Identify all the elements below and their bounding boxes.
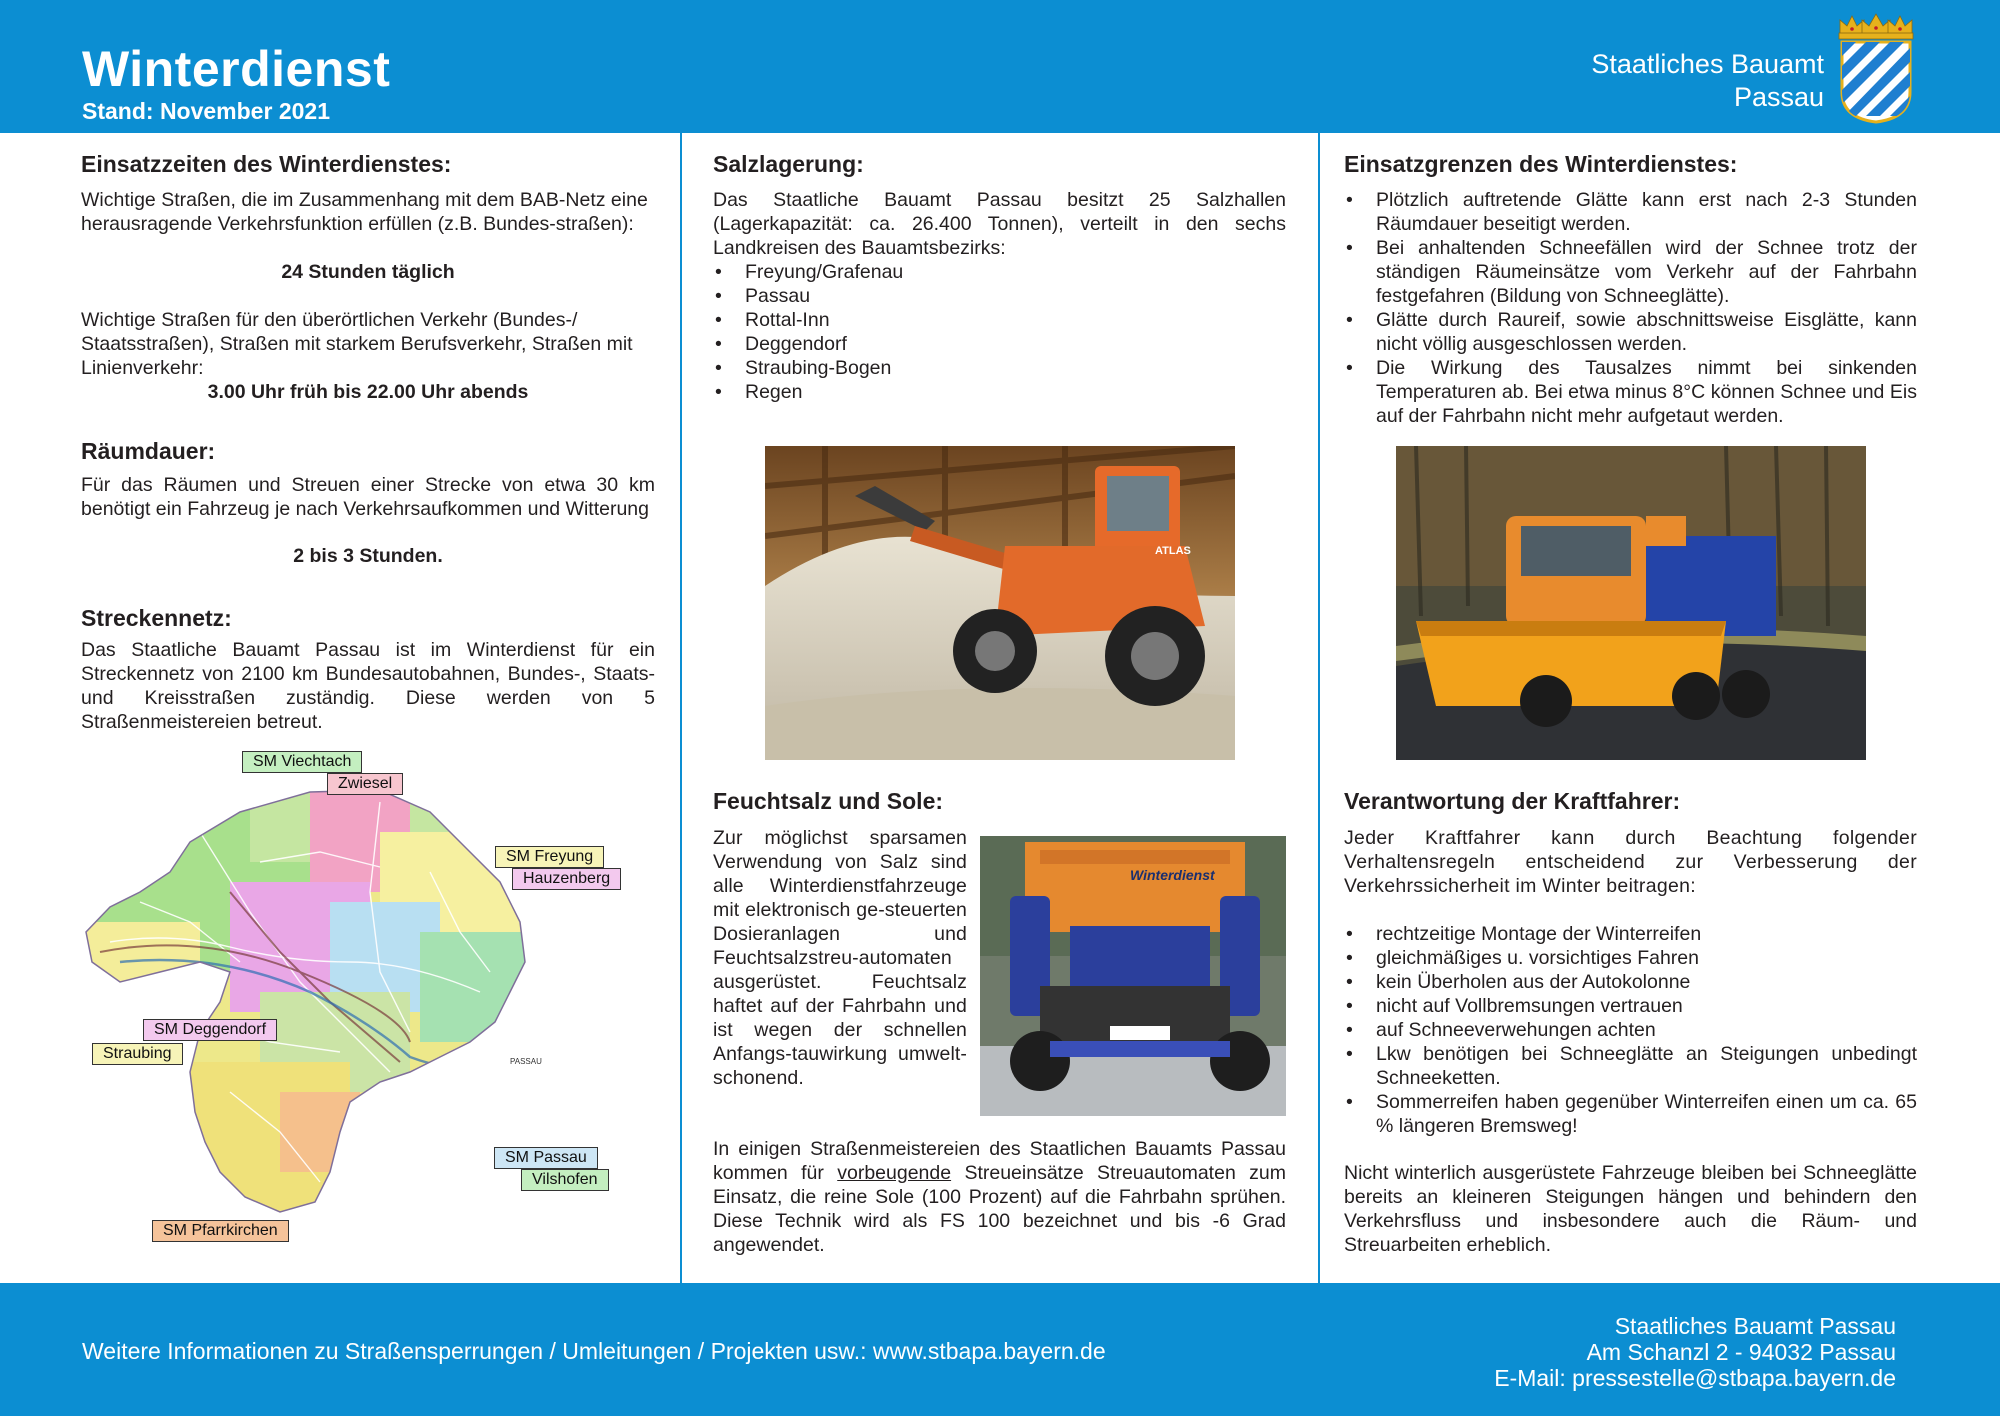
verantwortung-closing: Nicht winterlich ausgerüstete Fahrzeuge bleiben bei Schneeglätte bereits an kleineren Steigungen hängen und behindern den Verkehrsfluss und insbesondere auch die Räum- und Streuarbeiten erheblich. [1344, 1162, 1917, 1256]
footer-info-link[interactable]: Weitere Informationen zu Straßensperrungen / Umleitungen / Projekten usw.: www.stbapa.bayern.de [82, 1338, 1106, 1364]
sole-text-part-2: Streueinsätze Streuautomaten zum Einsatz, die reine Sole (100 Prozent) auf die Fahrbahn sprühen. Diese Technik wird als FS 100 bezeichnet und bis -6 Grad angewendet. [713, 1162, 1286, 1256]
list-item: • kein Überholen aus der Autokolonne [1344, 970, 1917, 994]
truck-sign-label: Winterdienst [1130, 867, 1215, 883]
header-bar [0, 0, 2000, 133]
list-item: • auf Schneeverwehungen achten [1344, 1018, 1917, 1042]
list-item: • Plötzlich auftretende Glätte kann erst nach 2-3 Stunden Räumdauer beseitigt werden. [1344, 188, 1917, 236]
page-title: Winterdienst [82, 41, 391, 97]
spreader-truck-photo [980, 836, 1286, 1116]
map-label-sm-passau: SM Passau [494, 1147, 598, 1169]
list-item: • Straubing-Bogen [713, 356, 1286, 380]
einsatzzeiten-heading: Einsatzzeiten des Winterdienstes: [81, 151, 452, 177]
salt-hall-photo [765, 446, 1235, 760]
feuchtsalz-heading: Feuchtsalz und Sole: [713, 788, 944, 814]
map-label-sm-deggendorf: SM Deggendorf [143, 1019, 277, 1041]
verantwortung-list [1344, 922, 1917, 1138]
raeumdauer-text: Für das Räumen und Streuen einer Strecke von etwa 30 km benötigt ein Fahrzeug je nach Verkehrsaufkommen und Witterung [81, 474, 655, 520]
list-item: • Die Wirkung des Tausalzes nimmt bei sinkenden Temperaturen ab. Bei etwa minus 8°C können Schnee und Eis auf der Fahrbahn nicht mehr aufgetaut werden. [1344, 356, 1917, 428]
footer-bar [0, 1283, 2000, 1416]
salzlagerung-list [713, 260, 1286, 404]
list-item: • rechtzeitige Montage der Winterreifen [1344, 922, 1917, 946]
list-item: • Regen [713, 380, 1286, 404]
column-divider [1318, 133, 1320, 1283]
streckennetz-text: Das Staatliche Bauamt Passau ist im Winterdienst für ein Streckennetz von 2100 km Bundesautobahnen, Bundes-, Staats- und Kreisstraßen zuständig. Diese werden von 5 Straßenmeistereien betreut. [81, 639, 655, 733]
map-label-sm-viechtach: SM Viechtach [242, 751, 362, 773]
list-item: • nicht auf Vollbremsungen vertrauen [1344, 994, 1917, 1018]
einsatzzeiten-text-2: Wichtige Straßen für den überörtlichen Verkehr (Bundes-/ Staatsstraßen), Straßen mit starkem Berufsverkehr, Straßen mit Linienverkehr: [81, 309, 633, 379]
list-item: • Sommerreifen haben gegenüber Winterreifen einen um ca. 65 % längeren Bremsweg! [1344, 1090, 1917, 1138]
einsatzzeiten-hours-2: 3.00 Uhr früh bis 22.00 Uhr abends [207, 381, 529, 403]
column-divider [680, 133, 682, 1283]
list-item: • Rottal-Inn [713, 308, 1286, 332]
map-label-vilshofen: Vilshofen [521, 1169, 609, 1191]
list-item: • Bei anhaltenden Schneefällen wird der Schnee trotz der ständigen Räumeinsätze vom Verkehr auf der Fahrbahn festgefahren (Bildung von Schneeglätte). [1344, 236, 1917, 308]
bavarian-crest-icon [1836, 12, 1916, 124]
sole-text-emphasis: vorbeugende [837, 1162, 952, 1184]
map-label-hauzenberg: Hauzenberg [512, 868, 621, 890]
feuchtsalz-text: Zur möglichst sparsamen Verwendung von Salz sind alle Winterdienstfahrzeuge mit elektronisch ge-steuerten Dosieranlagen und Feuchtsalzstreu-automaten ausgerüstet. Feuchtsalz haftet auf der Fahrbahn und ist wegen der schnellen Anfangs-tauwirkung umwelt-schonend. [713, 827, 967, 1089]
sole-text-part-1: In einigen Straßenmeistereien des Staatlichen Bauamts Passau kommen für [713, 1138, 1286, 1184]
list-item: • Freyung/Grafenau [713, 260, 1286, 284]
map-label-straubing: Straubing [92, 1043, 183, 1065]
org-name [1591, 48, 1824, 114]
list-item: • Glätte durch Raureif, sowie abschnittsweise Eisglätte, kann nicht völlig ausgeschlossen werden. [1344, 308, 1917, 356]
footer-address [1494, 1313, 1896, 1391]
footer-address-line2: Am Schanzl 2 - 94032 Passau [1586, 1339, 1896, 1365]
map-label-zwiesel: Zwiesel [327, 773, 403, 795]
einsatzgrenzen-heading: Einsatzgrenzen des Winterdienstes: [1344, 151, 1738, 177]
footer-email[interactable]: E-Mail: pressestelle@stbapa.bayern.de [1494, 1365, 1896, 1391]
map-label-sm-pfarrkirchen: SM Pfarrkirchen [152, 1220, 289, 1242]
streckennetz-heading: Streckennetz: [81, 605, 232, 631]
list-item: • Passau [713, 284, 1286, 308]
einsatzzeiten-text-1: Wichtige Straßen, die im Zusammenhang mit dem BAB-Netz eine herausragende Verkehrsfunktion erfüllen (z.B. Bundes-straßen): [81, 189, 648, 235]
org-name-line1: Staatliches Bauamt [1591, 49, 1824, 79]
list-item: • Lkw benötigen bei Schneeglätte an Steigungen unbedingt Schneeketten. [1344, 1042, 1917, 1090]
raeumdauer-heading: Räumdauer: [81, 438, 216, 464]
list-item: • Deggendorf [713, 332, 1286, 356]
loader-brand-label: ATLAS [1155, 545, 1191, 557]
verantwortung-heading: Verantwortung der Kraftfahrer: [1344, 788, 1681, 814]
verantwortung-text: Jeder Kraftfahrer kann durch Beachtung folgender Verhaltensregeln entscheidend zur Verbesserung der Verkehrssicherheit im Winter beitragen: [1344, 827, 1917, 897]
sole-text [713, 1137, 1286, 1257]
date-stamp: Stand: November 2021 [82, 98, 330, 124]
list-item: • gleichmäßiges u. vorsichtiges Fahren [1344, 946, 1917, 970]
einsatzgrenzen-list [1344, 188, 1917, 428]
map-label-sm-freyung: SM Freyung [495, 846, 604, 868]
map-city-label: PASSAU [510, 1057, 542, 1066]
einsatzzeiten-hours-1: 24 Stunden täglich [281, 261, 455, 283]
salzlagerung-text: Das Staatliche Bauamt Passau besitzt 25 Salzhallen (Lagerkapazität: ca. 26.400 Tonnen), verteilt in den sechs Landkreisen des Bauamtsbezirks: [713, 189, 1286, 259]
raeumdauer-duration: 2 bis 3 Stunden. [293, 545, 443, 567]
snow-plow-photo [1396, 446, 1866, 760]
salzlagerung-heading: Salzlagerung: [713, 151, 864, 177]
org-name-line2: Passau [1733, 82, 1824, 112]
footer-address-line1: Staatliches Bauamt Passau [1614, 1313, 1896, 1339]
